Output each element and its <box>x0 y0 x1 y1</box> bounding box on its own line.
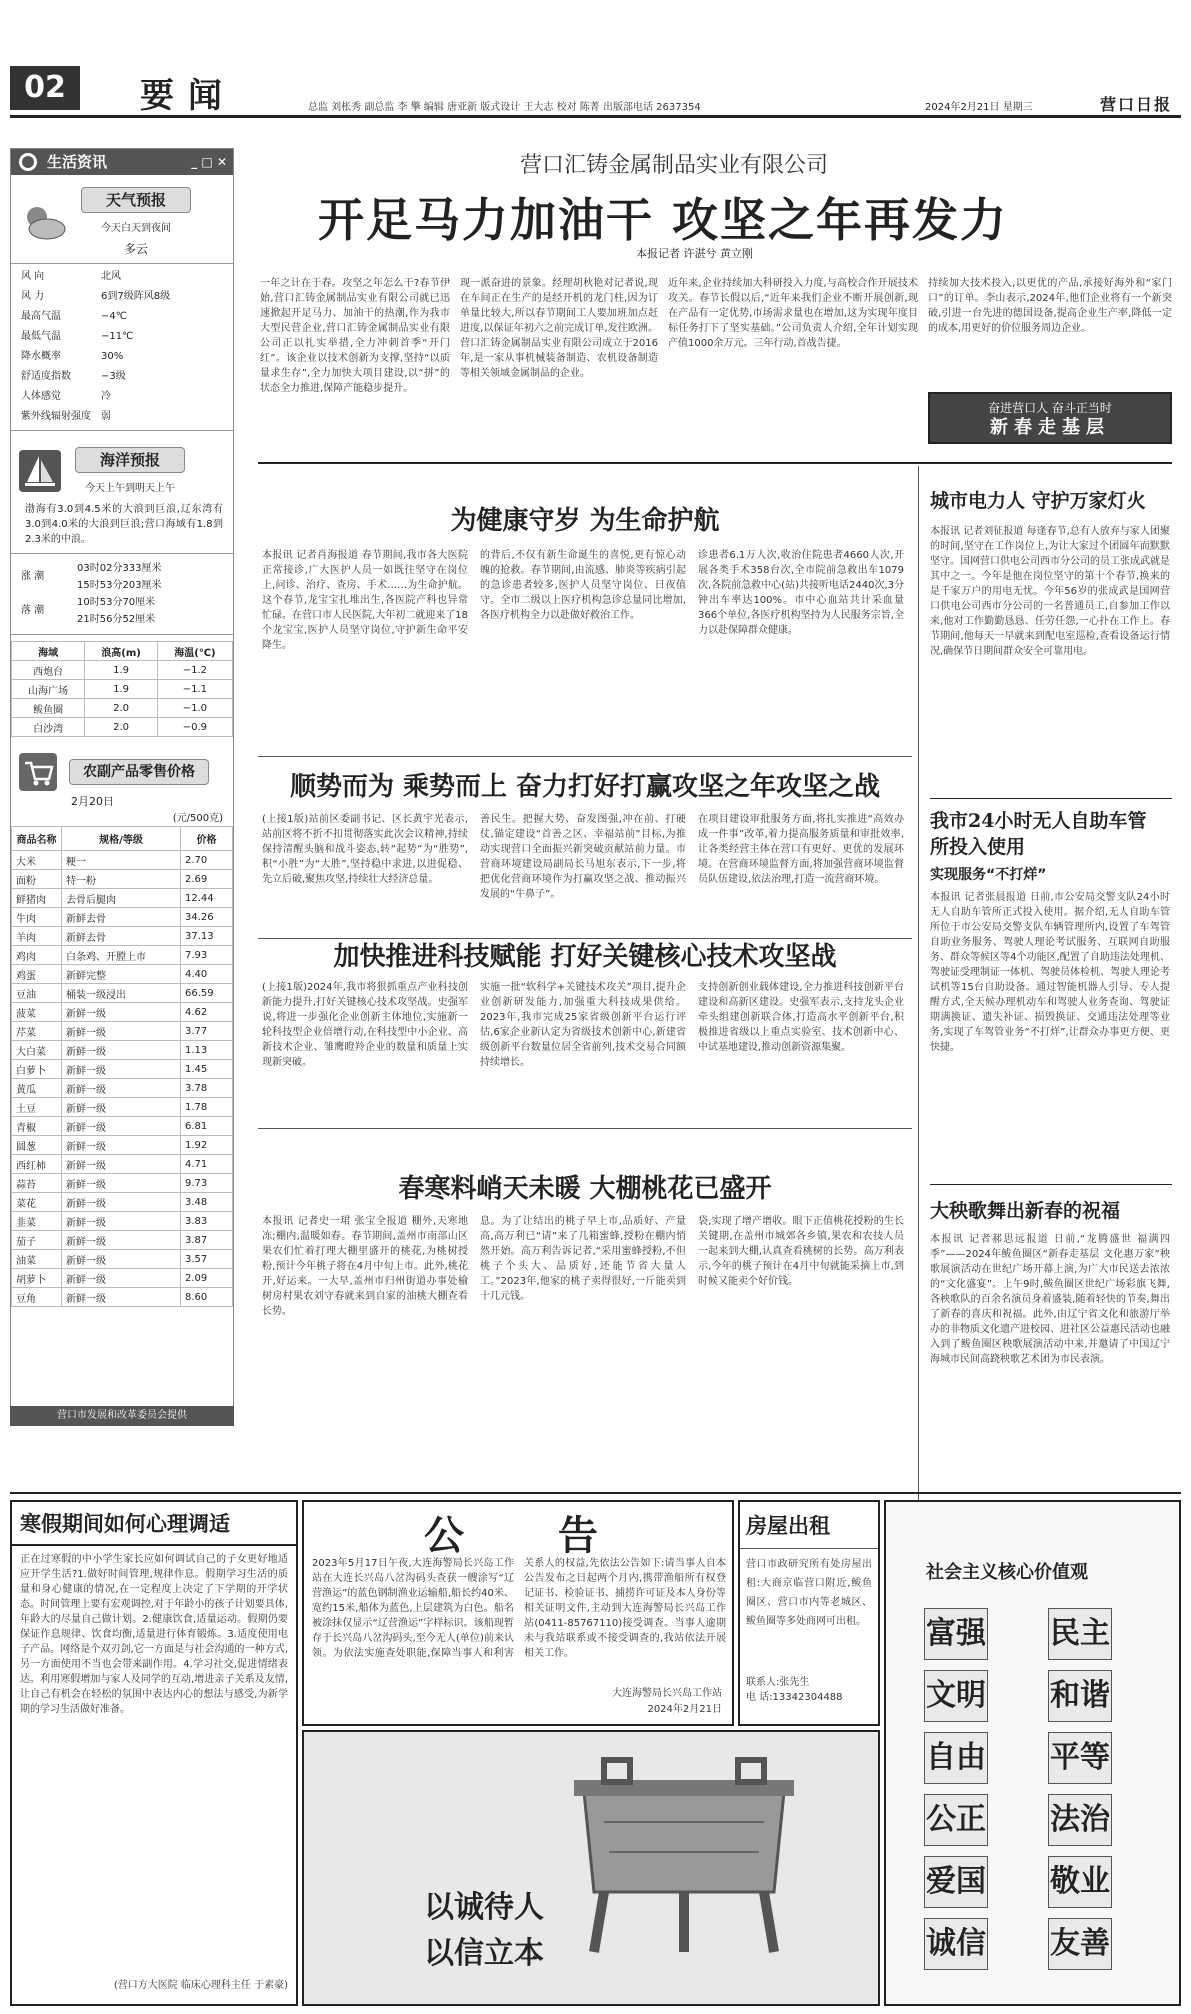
lead-col-1: 一年之计在于春。攻坚之年怎么干?春节伊始,营口汇铸金属制品实业有限公司就已迅速掀起开足马力、加油干的热潮,作为我市大型民营企业,营口汇铸金属制品实业有限公司正以扎实举措,全力冲刺首季“开门红”。该企业以技术创新为支撑,坚持“以质量求生存”,全力加快大项目建设,以“拼”的状态全力推进,保障产能稳步提升。 <box>260 278 450 394</box>
price-row <box>12 1250 233 1269</box>
price-name: 圆葱 <box>12 1136 62 1155</box>
right-rule-2 <box>930 1184 1172 1185</box>
tide-value: 10时53分70厘米 <box>77 597 156 608</box>
price-spec: 新鲜一级 <box>62 1079 181 1098</box>
sea-table-cell: 白沙湾 <box>12 718 85 737</box>
house-contact: 联系人:张先生 <box>746 1677 810 1688</box>
price-row <box>12 851 233 870</box>
sea-table-head-cell: 浪高(m) <box>85 642 158 661</box>
tide-values <box>77 594 155 628</box>
sidebar-title-text: 生活资讯 <box>47 153 108 171</box>
sea-table-head-cell: 海域 <box>12 642 85 661</box>
notice-title: 公 告 <box>424 1512 638 1559</box>
price-value: 2.09 <box>181 1269 233 1288</box>
right-a3-text: 本报讯 记者郝思远报道 日前,“龙腾盛世 福满四季”——2024年鲅鱼圈区“新春走基层 文化惠万家”秧歌展演活动在世纪广场开幕上演,为广大市民送去浓浓的“文化盛宴”。上午9时,鲅鱼圈区世纪广场彩旗飞舞,各秧歌队的百余名演员身着盛装,随着轻快的节奏,舞出了新春的喜庆和祝福。此外,由辽宁省文化和旅游厅举办的非物质文化遗产进校园、进社区公益惠民活动也融入到了鲅鱼圈区秧歌展演活动中来,并邀请了中国辽宁海城市民间高跷秧歌艺术团为市民表演。 <box>930 1234 1170 1365</box>
price-head-cell: 规格/等级 <box>62 827 181 851</box>
price-spec: 新鲜一级 <box>62 1136 181 1155</box>
price-name: 青椒 <box>12 1117 62 1136</box>
price-value: 3.57 <box>181 1250 233 1269</box>
lead-col-4: 持续加大技术投入,以更优的产品,承接好海外和“家门口”的订单。李山表示,2024年,他们企业将有一个新突破,引进一台先进的德国设备,提高企业生产率,降低一定的成本,用更好的价位服务周边企业。 <box>928 278 1172 334</box>
slogan-line-1: 以诚待人 <box>424 1890 544 1925</box>
tide-values <box>77 560 162 594</box>
sea-table-cell: −1.0 <box>157 699 232 718</box>
price-value: 2.70 <box>181 851 233 870</box>
banner-line-1: 奋进营口人 奋斗正当时 <box>988 401 1112 415</box>
price-name: 蒜苔 <box>12 1174 62 1193</box>
weather-value: −3级 <box>101 371 126 382</box>
price-row <box>12 927 233 946</box>
price-value: 66.59 <box>181 984 233 1003</box>
core-values-title: 社会主义核心价值观 <box>926 1562 1088 1583</box>
article-3-col-1: (上接1版)2024年,我市将狠抓重点产业科技创新能力提升,打好关键核心技术攻坚战。史强军说,将进一步强化企业创新主体地位,实施新一轮科技型企业倍增行动,在科技型中小企业、高新技术企业、雏鹰瞪羚企业的数量和质量上实现新突破。 <box>262 982 468 1068</box>
price-table-header <box>12 827 233 851</box>
article-title-3: 加快推进科技赋能 打好关键核心技术攻坚战 <box>333 942 837 972</box>
price-value: 12.44 <box>181 889 233 908</box>
lead-headline: 开足马力加油干 攻坚之年再发力 <box>318 193 1009 247</box>
bottom-rule <box>10 1492 1181 1494</box>
lead-byline: 本报记者 许湛兮 黄立刚 <box>636 247 753 260</box>
price-spec: 粳一 <box>62 851 181 870</box>
price-spec: 新鲜一级 <box>62 1212 181 1231</box>
right-a2-title: 我市24小时无人自助车管所投入使用 <box>930 810 1147 858</box>
price-spec: 白条鸡、开膛上市 <box>62 946 181 965</box>
core-value-cell: 民主 <box>1048 1608 1112 1660</box>
price-spec: 去骨后腿肉 <box>62 889 181 908</box>
article-rule-3 <box>258 1128 912 1129</box>
health-text: 正在过寒假的中小学生家长应如何调试自己的子女更好地适应开学生活?1.做好时间管理,规律作息。假期学习生活的质量和身心健康的情况,在一定程度上决定了下学期的开学状态。时间管理上要有宏观调控,对于年龄小的孩子计划要具体,年龄大的尽量自己做计划。2.健康饮食,适量运动。假期仍要保证作息规律、饮食均衡,适量进行体育锻炼。3.适度使用电子产品。网络是个双刃剑,它一方面是与社会沟通的一种方式,另一方面使用不当也会带来副作用。4.学习社交,促进情绪表达。利用寒假增加与家人及同学的互动,增进亲子关系及友情,让自己有机会在轻松的氛围中表达内心的想法与感受,为新学期的学习生活做好准备。 <box>20 1554 288 1715</box>
article-2-col-1: (上接1版)站前区委副书记、区长黄宇光表示,站前区将不折不扣贯彻落实此次会议精神,持续保持清醒头脑和战斗姿态,转“起势”为“胜势”,积“小胜”为“大胜”,坚持稳中求进,以进促稳、先立后破,聚焦攻坚,持续壮大经济总量。 <box>262 814 468 885</box>
weather-key: 最高气温 <box>21 311 61 322</box>
right-a2-subtitle: 实现服务“不打烊” <box>930 867 1047 883</box>
price-name: 鲜猪肉 <box>12 889 62 908</box>
weather-table <box>11 263 233 431</box>
lead-col-3: 近年来,企业持续加大科研投入力度,与高校合作开展技术攻关。春节长假以后,“近年来我们企业不断开展创新,现在产品有一定优势,市场需求量也在增加,这为实现年度目标任务打下了坚实基础。”公司负责人介绍,全年计划实现产值1000余万元。三年行动,首战告捷。 <box>668 278 918 349</box>
price-value: 4.62 <box>181 1003 233 1022</box>
ocean-text: 渤海有3.0到4.5米的大浪到巨浪,辽东湾有3.0到4.0米的大浪到巨浪;营口海域有1.8到2.3米的中浪。 <box>25 504 223 545</box>
sea-table-row <box>12 680 233 699</box>
price-value: 4.40 <box>181 965 233 984</box>
tide-row <box>11 594 233 628</box>
price-name: 胡萝卜 <box>12 1269 62 1288</box>
slogan-line-2: 以信立本 <box>424 1936 544 1971</box>
price-value: 2.69 <box>181 870 233 889</box>
price-name: 羊肉 <box>12 927 62 946</box>
weather-key: 风 向 <box>21 271 45 282</box>
slogan-box <box>302 1730 880 2006</box>
sea-table-cell: −0.9 <box>157 718 232 737</box>
tide-value: 03时02分333厘米 <box>77 563 162 574</box>
core-value-cell: 平等 <box>1048 1732 1112 1784</box>
core-value-cell: 自由 <box>924 1732 988 1784</box>
bronze-vessel-icon <box>304 1732 880 2006</box>
sea-table-cell: 山海广场 <box>12 680 85 699</box>
price-value: 3.48 <box>181 1193 233 1212</box>
price-value: 1.78 <box>181 1098 233 1117</box>
price-row <box>12 1041 233 1060</box>
price-row <box>12 1155 233 1174</box>
price-value: 8.60 <box>181 1288 233 1307</box>
article-4-col-1: 本报讯 记者史一珺 张宝全报道 棚外,天寒地冻;棚内,温暖如春。春节期间,盖州市南部山区果农们忙着打理大棚里盛开的桃花,为桃树授粉,预计今年桃子将在4月中旬上市。此外,桃花开,好运来。一大早,盖州市归州街道办事处榆树房村果农刘守春就来到自家的油桃大棚查看长势。 <box>262 1216 468 1317</box>
price-name: 黄瓜 <box>12 1079 62 1098</box>
price-name: 菜花 <box>12 1193 62 1212</box>
core-value-cell: 友善 <box>1048 1918 1112 1970</box>
price-name: 鸡肉 <box>12 946 62 965</box>
price-value: 6.81 <box>181 1117 233 1136</box>
lead-company: 营口汇铸金属制品实业有限公司 <box>520 153 829 178</box>
price-row <box>12 1060 233 1079</box>
sea-table-row <box>12 699 233 718</box>
price-row <box>12 1193 233 1212</box>
core-value-cell: 爱国 <box>924 1856 988 1908</box>
price-value: 9.73 <box>181 1174 233 1193</box>
sea-area-table <box>11 641 233 737</box>
article-1-col-2: 的背后,不仅有新生命诞生的喜悦,更有惊心动魄的抢救。春节期间,由流感、肺炎等疾病引起的急诊患者较多,医护人员坚守岗位、日夜值守。全市二级以上医疗机构急诊总量同比增加,各医疗机构全力以赴做好救治工作。 <box>480 550 686 621</box>
article-2-col-3: 在项目建设审批服务方面,将扎实推进“高效办成一件事”改革,着力提高服务质量和审批效率,让各类经营主体在营口有更好、更优的发展环境。在营商环境监督方面,将加强营商环境监督员队伍建设,依法治理,打造一流营商环境。 <box>698 814 904 885</box>
article-3-col-2: 实施一批“软科学+关键技术攻关”项目,提升企业创新研发能力,加强重大科技成果供给。2023年,我市完成25家省级创新平台运行评估,6家企业新认定为省级技术创新中心,新建省级创新平台数量位居全省前列,技术交易合同额持续增长。 <box>480 982 686 1068</box>
price-spec: 新鲜一级 <box>62 1193 181 1212</box>
price-row <box>12 1231 233 1250</box>
weather-key: 舒适度指数 <box>21 371 71 382</box>
right-a1-text: 本报讯 记者刘征报道 每逢春节,总有人放弃与家人团聚的时间,坚守在工作岗位上,为让大家过个团圆年而默默坚守。国网营口供电公司西市分公司的员工张成武就是其中之一。今年是他在岗位坚守的第十个春节,换来的是千家万户的用电无忧。今年56岁的张成武是国网营口供电公司西市分公司的一名普通员工,自参加工作以来,他对工作勤勤恳恳、任劳任怨,一心扑在工作上。春节期间,他每天一早就来到配电室巡检,查看设备运行情况,确保节日期间群众安全可靠用电。 <box>930 526 1170 657</box>
price-name: 豆油 <box>12 984 62 1003</box>
price-spec: 新鲜一级 <box>62 1003 181 1022</box>
price-spec: 新鲜一级 <box>62 1288 181 1307</box>
price-spec: 新鲜一级 <box>62 1041 181 1060</box>
section-name: 要闻 <box>140 76 236 116</box>
weather-condition: 多云 <box>123 242 148 256</box>
price-value: 3.77 <box>181 1022 233 1041</box>
banner-line-2: 新春走基层 <box>990 417 1110 438</box>
weather-row <box>11 287 233 307</box>
prices-date: 2月20日 <box>71 795 114 808</box>
prices-footer: 营口市发展和改革委员会提供 <box>10 1406 234 1426</box>
sea-table-cell: 1.9 <box>85 680 158 699</box>
notice-date: 2024年2月21日 <box>647 1704 722 1715</box>
price-value: 4.71 <box>181 1155 233 1174</box>
ocean-tag: 海洋预报 <box>75 447 185 473</box>
price-table <box>11 826 233 1307</box>
tide-value: 15时53分203厘米 <box>77 580 162 591</box>
weather-key: 风 力 <box>21 291 45 302</box>
weather-value: −4℃ <box>101 311 127 322</box>
sea-table-cell: 2.0 <box>85 699 158 718</box>
article-3-col-3: 支持创新创业载体建设,全力推进科技创新平台建设和高新区建设。史强军表示,支持龙头企业牵头组建创新联合体,打造高水平创新平台,积极推进省级以上重点实验室、技术创新中心、中试基地建设,推动创新资源集聚。 <box>698 982 904 1053</box>
price-spec: 特一粉 <box>62 870 181 889</box>
weather-row <box>11 407 233 427</box>
health-box <box>10 1500 298 2006</box>
price-head-cell: 商品名称 <box>12 827 62 851</box>
article-title-2: 顺势而为 乘势而上 奋力打好打赢攻坚之年攻坚之战 <box>289 772 881 802</box>
sea-table-head-cell: 海温(℃) <box>157 642 232 661</box>
price-value: 3.87 <box>181 1231 233 1250</box>
house-rent-box <box>738 1500 880 1726</box>
sidebar-title <box>11 149 233 175</box>
sea-table-cell: −1.1 <box>157 680 232 699</box>
price-spec: 新鲜完整 <box>62 965 181 984</box>
newspaper-logo: 营口日报 <box>1100 95 1173 114</box>
editor-info: 总监 刘枨秀 副总监 李 擎 编辑 唐亚新 版式设计 王大志 校对 陈菁 出版部电话 2637354 <box>308 102 701 113</box>
article-title-1: 为健康守岁 为生命护航 <box>450 506 720 536</box>
weather-value: 30% <box>101 351 124 362</box>
price-name: 茄子 <box>12 1231 62 1250</box>
price-name: 大米 <box>12 851 62 870</box>
price-row <box>12 1212 233 1231</box>
core-value-cell: 文明 <box>924 1670 988 1722</box>
price-row <box>12 1288 233 1307</box>
weather-key: 最低气温 <box>21 331 61 342</box>
price-name: 土豆 <box>12 1098 62 1117</box>
article-title-4: 春寒料峭天未暖 大棚桃花已盛开 <box>398 1174 772 1204</box>
price-value: 1.45 <box>181 1060 233 1079</box>
health-sign: (营口方大医院 临床心理科主任 于素豪) <box>113 1980 288 1991</box>
article-4-col-3: 袋,实现了增产增收。眼下正值桃花授粉的生长关键期,在盖州市城郊各乡镇,果农和农技人员一起来到大棚,认真查看桃树的长势。高万利表示,今年的桃子预计在4月中旬就能采摘上市,到时候又能卖个好价钱。 <box>698 1216 904 1287</box>
price-value: 34.26 <box>181 908 233 927</box>
sea-table-header <box>12 642 233 661</box>
article-4-col-2: 息。为了让结出的桃子早上市,品质好、产量高,高万利已“请”来了几箱蜜蜂,授粉在棚内悄然开始。高万利告诉记者,“采用蜜蜂授粉,不但桃子个头大、品质好,还能节省大量人工。”2023年,他家的桃子卖得很好,一斤能卖到十几元钱。 <box>480 1216 686 1302</box>
core-value-cell: 和谐 <box>1048 1670 1112 1722</box>
weather-key: 降水概率 <box>21 351 61 362</box>
lead-bottom-rule <box>258 462 1172 464</box>
weather-period: 今天白天到夜间 <box>101 223 171 234</box>
price-row <box>12 1022 233 1041</box>
page-number: 02 <box>10 66 80 110</box>
weather-row <box>11 307 233 327</box>
sea-table-cell: −1.2 <box>157 661 232 680</box>
price-value: 3.78 <box>181 1079 233 1098</box>
price-row <box>12 984 233 1003</box>
price-row <box>12 1174 233 1193</box>
sun-cloud-icon <box>19 201 67 243</box>
weather-tag: 天气预报 <box>81 187 191 213</box>
core-value-cell: 富强 <box>924 1608 988 1660</box>
price-spec: 新鲜去骨 <box>62 908 181 927</box>
right-a3-title: 大秧歌舞出新春的祝福 <box>930 1200 1121 1222</box>
core-value-cell: 诚信 <box>924 1918 988 1970</box>
price-row <box>12 1003 233 1022</box>
tide-value: 21时56分52厘米 <box>77 614 156 625</box>
price-spec: 新鲜一级 <box>62 1155 181 1174</box>
price-spec: 新鲜一级 <box>62 1250 181 1269</box>
health-title: 寒假期间如何心理调适 <box>12 1502 296 1546</box>
weather-key: 人体感觉 <box>21 391 61 402</box>
price-head-cell: 价格 <box>181 827 233 851</box>
core-value-cell: 敬业 <box>1048 1856 1112 1908</box>
weather-key: 紫外线辐射强度 <box>21 411 91 422</box>
article-1-col-3: 诊患者6.1万人次,收治住院患者4660人次,开展各类手术358台次,全市院前急救出车1079次,各院前急救中心(站)共接听电话2440次,3分钟出车率达100%。市中心血站共计采血量366个单位,各医疗机构坚持为人民服务宗旨,全力以赴保障群众健康。 <box>698 550 904 636</box>
window-controls-icon: _ □ ✕ <box>191 155 227 169</box>
gear-icon <box>19 153 37 171</box>
price-spec: 新鲜一级 <box>62 1231 181 1250</box>
price-spec: 新鲜一级 <box>62 1060 181 1079</box>
weather-row <box>11 367 233 387</box>
core-values-grid <box>924 1608 1148 1970</box>
core-value-cell: 法治 <box>1048 1794 1112 1846</box>
sea-table-cell: 1.9 <box>85 661 158 680</box>
sea-table-cell: 2.0 <box>85 718 158 737</box>
price-name: 韭菜 <box>12 1212 62 1231</box>
lead-col-2: 现一派奋进的景象。经理胡秋艳对记者说,现在车间正在生产的是经开机的龙门柱,因为订单量比较大,所以春节期间工人要加班加点赶进度,以保证年初六之前完成订单,发往欧洲。营口汇铸金属制品实业有限公司成立于2016年,是一家从事机械装备制造、农机设备制造等相关领域金属制品的企业。 <box>460 278 658 379</box>
article-2-col-2: 善民生。把握大势、奋发图强,冲在前、打硬仗,锚定建设“首善之区、幸福站前”目标,为推动实现营口全面振兴新突破贡献站前力量。市营商环境建设局副局长马旭东表示,下一步,将把优化营商环境作为打赢攻坚之战、推动振兴发展的“牛鼻子”。 <box>480 814 686 900</box>
price-row <box>12 1269 233 1288</box>
price-value: 37.13 <box>181 927 233 946</box>
article-rule-1 <box>258 756 912 757</box>
life-info-sidebar <box>10 148 234 1426</box>
price-name: 大白菜 <box>12 1041 62 1060</box>
sailboat-icon <box>19 450 61 492</box>
price-name: 芹菜 <box>12 1022 62 1041</box>
ocean-period: 今天上午到明天上午 <box>85 483 175 494</box>
weather-value: 6到7级阵风8级 <box>101 291 171 302</box>
price-spec: 新鲜一级 <box>62 1022 181 1041</box>
notice-text: 2023年5月17日午夜,大连海警局长兴岛工作站在大连长兴岛八岔沟码头查获一艘涂写“辽营渔运”的蓝色钢制渔业运输船,船长约40米、宽约15米,船体为蓝色,上层建筑为白色。船名被涂抹仅显示“辽营渔运”字样标识。该船现暂存于长兴岛八岔沟码头,至今无人(单位)前来认领。为依法实施查处职能,保障当事人和利害关系人的权益,先依法公告如下:请当事人自本公告发布之日起两个月内,携带渔船所有权登记证书、检验证书、捕捞许可证及本人身份等相关证明文件,主动到大连海警局长兴岛工作站(0411-85767110)接受调查。当事人逾期未与我站联系或不接受调查的,我站依法开展相关工作。 <box>312 1558 726 1659</box>
core-values-box <box>884 1500 1181 2006</box>
weather-value: −11℃ <box>101 331 134 342</box>
price-row <box>12 889 233 908</box>
issue-date: 2024年2月21日 星期三 <box>925 102 1033 113</box>
prices-tag: 农副产品零售价格 <box>69 759 209 785</box>
price-row <box>12 1079 233 1098</box>
price-name: 牛肉 <box>12 908 62 927</box>
price-row <box>12 965 233 984</box>
price-spec: 新鲜去骨 <box>62 927 181 946</box>
price-name: 西红柿 <box>12 1155 62 1174</box>
price-value: 1.13 <box>181 1041 233 1060</box>
notice-box <box>302 1500 734 1726</box>
right-a2-text: 本报讯 记者张晨报道 日前,市公安局交警支队24小时无人自助车管所正式投入使用。据介绍,无人自助车管所位于市公安局交警支队车辆管理所内,设置了车驾管自助业务服务、驾驶人理论考试服务、互联网自助服务、群众等候区等4个功能区,配置了自助违法处理机、驾驶证受理制证一体机、驾驶员体检机、驾驶人理论考试机等15台自助设备。通过智能机器人引导、专人提醒方式,全天候办理机动车和驾驶人业务查询、驾驶证期满换证、遗失补证、损毁换证、交通违法处理等业务,实现了车驾管业务“不打烊”,让群众办事更方便、更快捷。 <box>930 892 1170 1053</box>
new-spring-banner <box>928 392 1172 444</box>
price-value: 7.93 <box>181 946 233 965</box>
house-title: 房屋出租 <box>740 1502 878 1549</box>
price-row <box>12 908 233 927</box>
tide-key: 涨 潮 <box>21 571 45 582</box>
right-rule-1 <box>930 798 1172 799</box>
article-1-col-1: 本报讯 记者肖海报道 春节期间,我市各大医院正常接诊,广大医护人员一如既往坚守在岗位上,问诊、治疗、查房、手术……为生命护航。这个春节,龙宝宝扎堆出生,各医院产科也异常忙碌。在营口市人民医院,大年初二就迎来了18个龙宝宝,医护人员坚守岗位,守护新生命平安降生。 <box>262 550 468 651</box>
weather-value: 冷 <box>101 391 111 402</box>
price-value: 1.92 <box>181 1136 233 1155</box>
price-value: 3.83 <box>181 1212 233 1231</box>
notice-sign: 大连海警局长兴岛工作站 <box>612 1688 722 1699</box>
price-name: 白萝卜 <box>12 1060 62 1079</box>
house-text: 营口市政研究所有处房屋出租:大商京临营口附近,鲅鱼圈区、营口市内等老城区、鲅鱼圈等多处商网可出租。 <box>746 1559 872 1627</box>
price-spec: 新鲜一级 <box>62 1174 181 1193</box>
price-spec: 新鲜一级 <box>62 1117 181 1136</box>
sea-table-cell: 西炮台 <box>12 661 85 680</box>
cart-icon <box>19 753 57 791</box>
sea-table-cell: 鲅鱼圈 <box>12 699 85 718</box>
weather-value: 弱 <box>101 411 111 422</box>
sea-table-row <box>12 661 233 680</box>
price-row <box>12 946 233 965</box>
price-spec: 桶装一级浸出 <box>62 984 181 1003</box>
weather-row <box>11 327 233 347</box>
price-row <box>12 1136 233 1155</box>
price-name: 面粉 <box>12 870 62 889</box>
price-spec: 新鲜一级 <box>62 1269 181 1288</box>
tide-key: 落 潮 <box>21 605 45 616</box>
price-name: 油菜 <box>12 1250 62 1269</box>
price-row <box>12 1117 233 1136</box>
core-value-cell: 公正 <box>924 1794 988 1846</box>
price-name: 菠菜 <box>12 1003 62 1022</box>
weather-row <box>11 387 233 407</box>
price-name: 鸡蛋 <box>12 965 62 984</box>
weather-row <box>11 267 233 287</box>
house-phone: 电 话:13342304488 <box>746 1692 843 1703</box>
sea-table-row <box>12 718 233 737</box>
right-a1-title: 城市电力人 守护万家灯火 <box>930 490 1146 512</box>
tide-table <box>11 553 233 635</box>
price-row <box>12 870 233 889</box>
weather-row <box>11 347 233 367</box>
price-row <box>12 1098 233 1117</box>
price-spec: 新鲜一级 <box>62 1098 181 1117</box>
price-name: 豆角 <box>12 1288 62 1307</box>
prices-unit: (元/500克) <box>172 813 223 824</box>
weather-value: 北风 <box>101 271 121 282</box>
tide-row <box>11 560 233 594</box>
